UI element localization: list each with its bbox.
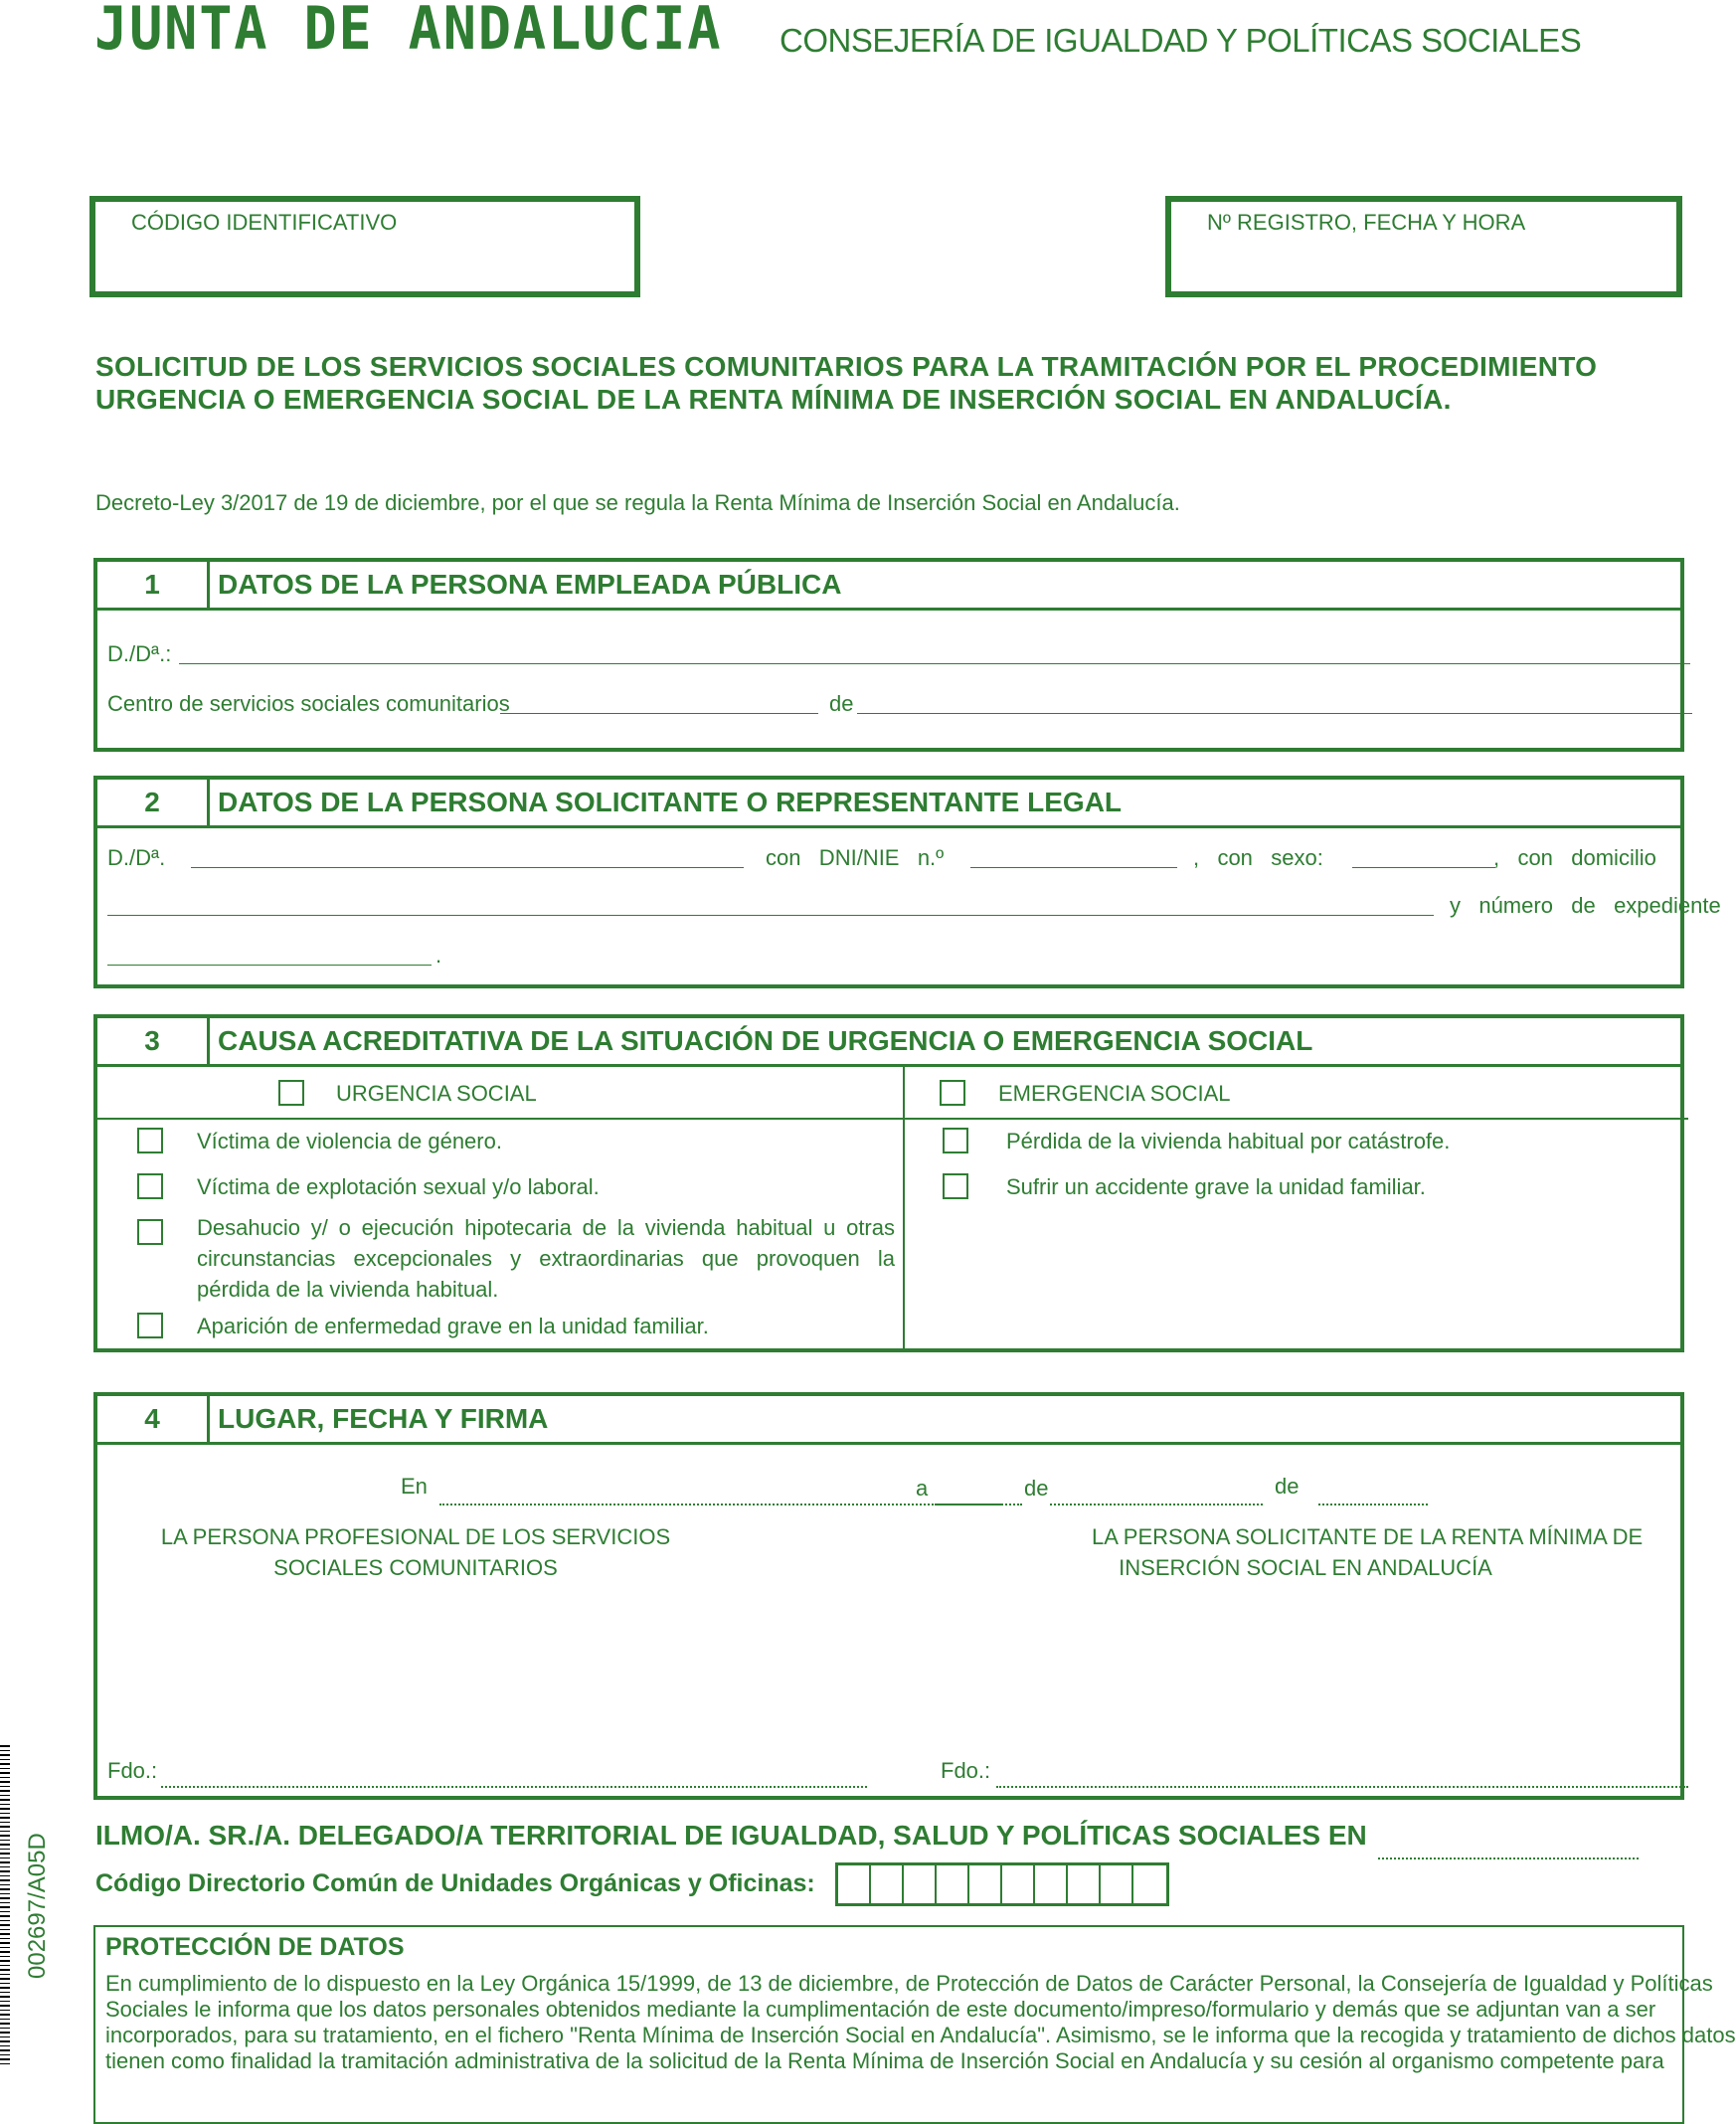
urgencia-item-4-label: Aparición de enfermedad grave en la unidad familiar. [197, 1314, 709, 1338]
form-title-line2: URGENCIA O EMERGENCIA SOCIAL DE LA RENTA MÍNIMA DE INSERCIÓN SOCIAL EN ANDALUCÍA. [95, 384, 1452, 415]
s2-sexo-field[interactable] [1352, 867, 1495, 868]
urgencia-social-checkbox[interactable] [278, 1080, 304, 1106]
s2-domicilio-field[interactable] [107, 915, 1434, 916]
emergencia-item-1-label: Pérdida de la vivienda habitual por catástrofe. [1006, 1129, 1451, 1153]
section-3-header [97, 1018, 1680, 1067]
s4-profesional-caption [97, 1521, 734, 1583]
proteccion-line-4: tienen como finalidad la tramitación administrativa de la solicitud de la Renta Mínima de Inserción Social en Andalucía y su cesión al organismo competente para [105, 2048, 1664, 2073]
s4-lugar-field[interactable] [439, 1504, 1001, 1505]
section-4-title: LUGAR, FECHA Y FIRMA [218, 1403, 549, 1434]
s4-en-label: En [401, 1474, 428, 1499]
s4-profesional-line1: LA PERSONA PROFESIONAL DE LOS SERVICIOS [160, 1524, 671, 1549]
section-2-title: DATOS DE LA PERSONA SOLICITANTE O REPRESENTANTE LEGAL [218, 787, 1123, 817]
section-2 [93, 776, 1721, 988]
emergencia-item-2-label: Sufrir un accidente grave la unidad familiar. [1006, 1174, 1426, 1199]
junta-logo: JUNTA DE ANDALUCIA [94, 0, 723, 64]
s2-period: . [435, 943, 442, 968]
section-4-number: 4 [97, 1396, 210, 1442]
codigo-cell[interactable] [1101, 1865, 1133, 1903]
s3-column-divider [903, 1067, 905, 1348]
s2-sexo-label: , con sexo: [1193, 845, 1323, 870]
section-2-number: 2 [97, 780, 210, 825]
section-4 [93, 1392, 1684, 1800]
proteccion-line-2: Sociales le informa que los datos personales obtenidos mediante la cumplimentación de este documento/impreso/formulario y demás que se adjuntan van a ser [105, 1997, 1656, 2022]
decree-reference: Decreto-Ley 3/2017 de 19 de diciembre, por el que se regula la Renta Mínima de Inserción Social en Andalucía. [95, 490, 1180, 515]
proteccion-datos-text [105, 1971, 1736, 2074]
proteccion-line-3: incorporados, para su tratamiento, en el fichero "Renta Mínima de Inserción Social en Andalucía". Asimismo, se le informa que la recogida y tratamiento de dichos datos [105, 2023, 1736, 2047]
section-3 [93, 1014, 1684, 1352]
emergencia-social-checkbox[interactable] [940, 1080, 965, 1106]
s4-solicitante-line2: INSERCIÓN SOCIAL EN ANDALUCÍA [1119, 1555, 1492, 1580]
s2-expediente-label: y número de expediente [1450, 893, 1721, 918]
section-4-header [97, 1396, 1680, 1445]
codigo-cell[interactable] [969, 1865, 1002, 1903]
section-1-number: 1 [97, 562, 210, 608]
proteccion-line-1: En cumplimiento de lo dispuesto en la Ley Orgánica 15/1999, de 13 de diciembre, de Protección de Datos de Carácter Personal, la Consejería de Igualdad y Políticas [105, 1971, 1713, 1996]
s1-dd-label: D./Dª.: [107, 641, 172, 666]
form-title-line1: SOLICITUD DE LOS SERVICIOS SOCIALES COMUNITARIOS PARA LA TRAMITACIÓN POR EL PROCEDIMIENTO [95, 351, 1598, 382]
s4-solicitante-caption [1092, 1521, 1644, 1583]
urgencia-item-1-checkbox[interactable] [137, 1128, 163, 1153]
s4-mes-field[interactable] [1050, 1504, 1263, 1505]
s4-fdo1-label: Fdo.: [107, 1758, 158, 1783]
s4-de2-label: de [1275, 1474, 1300, 1499]
s2-dd-field[interactable] [191, 867, 744, 868]
codigo-cell[interactable] [838, 1865, 871, 1903]
urgencia-item-2-checkbox[interactable] [137, 1173, 163, 1199]
codigo-cell[interactable] [871, 1865, 904, 1903]
section-3-title: CAUSA ACREDITATIVA DE LA SITUACIÓN DE URGENCIA O EMERGENCIA SOCIAL [218, 1025, 1313, 1056]
consejeria-name: CONSEJERÍA DE IGUALDAD Y POLÍTICAS SOCIALES [780, 22, 1582, 59]
s2-dni-label: con DNI/NIE n.º [766, 845, 945, 870]
registro-label: Nº REGISTRO, FECHA Y HORA [1207, 210, 1526, 235]
section-1 [93, 558, 1684, 752]
proteccion-datos-title: PROTECCIÓN DE DATOS [105, 1933, 405, 1961]
s4-solicitante-line1: LA PERSONA SOLICITANTE DE LA RENTA MÍNIMA DE [1092, 1524, 1644, 1549]
form-title [95, 350, 1686, 416]
s2-dni-field[interactable] [970, 867, 1177, 868]
emergencia-social-label: EMERGENCIA SOCIAL [998, 1081, 1231, 1106]
s4-fdo2-label: Fdo.: [941, 1758, 991, 1783]
s4-firma-profesional-field[interactable] [161, 1786, 867, 1788]
section-1-header [97, 562, 1680, 611]
codigo-cell[interactable] [1133, 1865, 1166, 1903]
codigo-cell[interactable] [904, 1865, 937, 1903]
s1-de-label: de [829, 691, 854, 716]
codigo-directorio-grid[interactable] [835, 1862, 1169, 1906]
ilmo-delegado-heading: ILMO/A. SR./A. DELEGADO/A TERRITORIAL DE IGUALDAD, SALUD Y POLÍTICAS SOCIALES EN [95, 1820, 1367, 1851]
proteccion-datos-box [93, 1925, 1736, 2124]
s4-anio-field[interactable] [1318, 1504, 1428, 1505]
s4-firma-solicitante-field[interactable] [996, 1786, 1688, 1788]
s1-centro-field[interactable] [500, 713, 818, 714]
side-barcode [0, 1745, 10, 2067]
s2-domicilio-label: , con domicilio [1493, 845, 1656, 870]
s3-subheader-divider [97, 1118, 1688, 1120]
registro-box[interactable] [1165, 196, 1682, 297]
s1-dd-field[interactable] [179, 663, 1690, 664]
side-form-code: 002697/A05D [24, 1833, 51, 1979]
s4-de1-label: de [1024, 1476, 1049, 1501]
emergencia-item-2-checkbox[interactable] [943, 1173, 968, 1199]
s4-dia-field[interactable] [935, 1504, 1022, 1505]
ilmo-provincia-field[interactable] [1378, 1858, 1639, 1859]
s2-expediente-field[interactable] [107, 965, 432, 966]
codigo-cell[interactable] [1002, 1865, 1035, 1903]
urgencia-item-3-label: Desahucio y/ o ejecución hipotecaria de la vivienda habitual u otras circunstancias excepcionales y extraordinarias que provoquen la pérdida de la vivienda habitual. [197, 1215, 895, 1302]
codigo-cell[interactable] [1068, 1865, 1101, 1903]
section-1-title: DATOS DE LA PERSONA EMPLEADA PÚBLICA [218, 569, 842, 600]
s2-dd-label: D./Dª. [107, 845, 166, 870]
urgencia-social-label: URGENCIA SOCIAL [336, 1081, 537, 1106]
s1-de-field[interactable] [857, 713, 1692, 714]
codigo-directorio-label: Código Directorio Común de Unidades Orgánicas y Oficinas: [95, 1869, 815, 1897]
codigo-cell[interactable] [937, 1865, 969, 1903]
urgencia-item-1-label: Víctima de violencia de género. [197, 1129, 502, 1153]
urgencia-item-2-label: Víctima de explotación sexual y/o laboral. [197, 1174, 600, 1199]
codigo-identificativo-box[interactable] [89, 196, 640, 297]
codigo-cell[interactable] [1035, 1865, 1068, 1903]
section-3-number: 3 [97, 1018, 210, 1064]
codigo-identificativo-label: CÓDIGO IDENTIFICATIVO [131, 210, 398, 235]
s4-profesional-line2: SOCIALES COMUNITARIOS [273, 1555, 558, 1580]
urgencia-item-3-checkbox[interactable] [137, 1219, 163, 1245]
s4-a-label: a [916, 1476, 929, 1501]
section-2-header [97, 780, 1680, 828]
s1-centro-label: Centro de servicios sociales comunitarios [107, 691, 510, 716]
urgencia-item-4-checkbox[interactable] [137, 1313, 163, 1338]
emergencia-item-1-checkbox[interactable] [943, 1128, 968, 1153]
